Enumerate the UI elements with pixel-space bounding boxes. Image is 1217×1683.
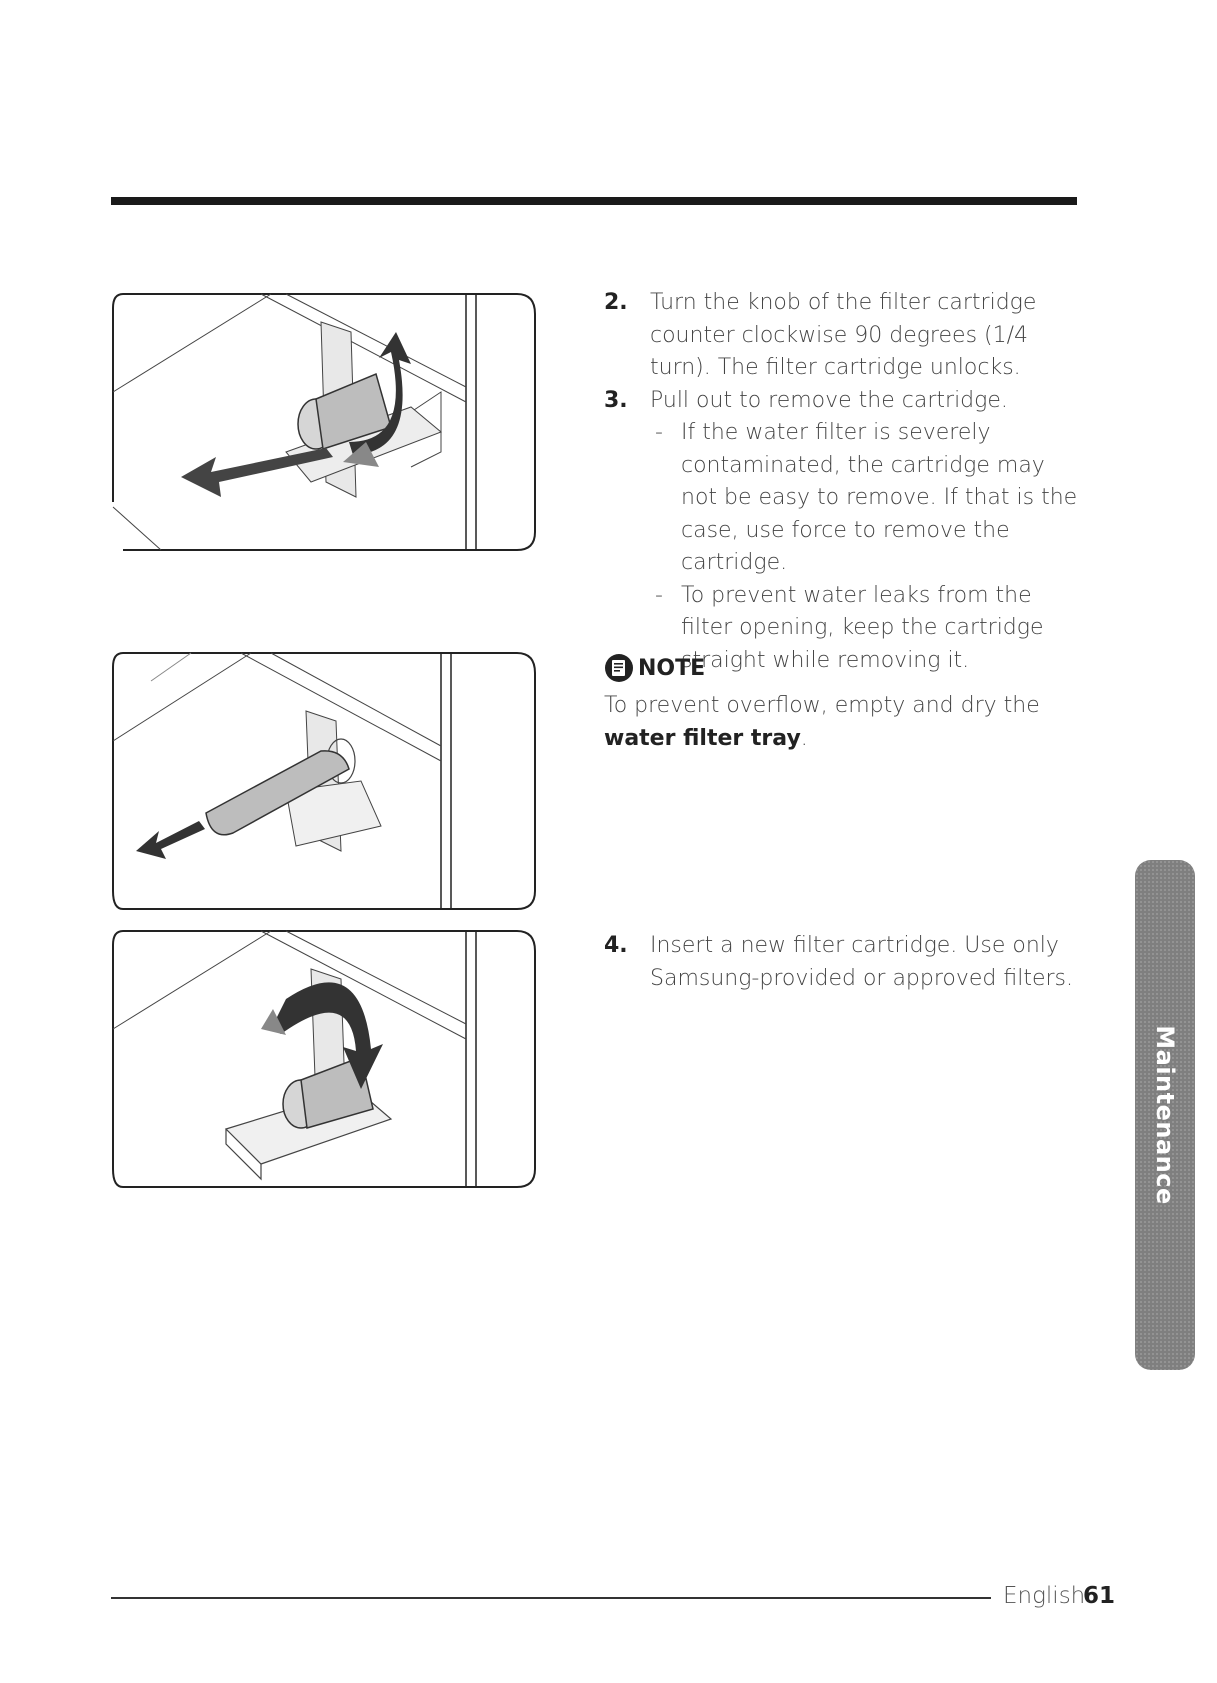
note-icon [604, 653, 634, 683]
step-number: 4. [604, 933, 628, 958]
note-term: water filter tray [604, 726, 801, 751]
step-number: 3. [604, 387, 628, 413]
note-box [604, 653, 1084, 755]
sub-item-text: If the water filter is severely contaminated, the cartridge may not be easy to remove. If that is the case, use force to remove the cartridge. [681, 420, 1078, 575]
note-heading [604, 653, 1084, 683]
step-3 [604, 385, 1084, 678]
sub-item: - To prevent water leaks from the filter opening, keep the cartridge straight while removing it. [655, 582, 1044, 673]
section-tab [1135, 860, 1195, 1370]
footer-language: English [1003, 1583, 1086, 1609]
note-body: To prevent overflow, empty and dry the [604, 693, 1040, 718]
note-end: . [800, 726, 808, 751]
step-3-sublist [650, 417, 1084, 677]
step-text: Turn the knob of the filter cartridge counter clockwise 90 degrees (1/4 turn). The filter cartridge unlocks. [650, 290, 1037, 380]
figure-pull-out [111, 651, 538, 913]
step-text: Pull out to remove the cartridge. [650, 387, 1008, 413]
figure-insert-svg [111, 929, 538, 1191]
figure-insert [111, 929, 538, 1191]
section-tab-label: Maintenance [1151, 1025, 1179, 1205]
step-4 [604, 930, 1084, 995]
figure-turn-knob [111, 292, 538, 554]
top-rule [111, 197, 1077, 205]
note-heading-text: NOTE [638, 655, 706, 681]
sub-item: - If the water filter is severely contaminated, the cartridge may not be easy to remove. If that is the case, use force to remove the cartridge. [655, 420, 1078, 575]
bottom-rule [111, 1597, 991, 1599]
figure-pull-out-svg [111, 651, 538, 913]
steps-list-b [604, 930, 1084, 995]
note-text [604, 689, 1084, 755]
step-number: 2. [604, 290, 628, 315]
sub-item-text: To prevent water leaks from the filter opening, keep the cartridge straight while removing it. [681, 582, 1044, 673]
page-number: 61 [1083, 1583, 1116, 1609]
steps-list-a [604, 287, 1084, 677]
step-text: Insert a new filter cartridge. Use only Samsung-provided or approved filters. [650, 933, 1074, 991]
figure-turn-knob-svg [111, 292, 538, 554]
step-2 [604, 287, 1084, 385]
